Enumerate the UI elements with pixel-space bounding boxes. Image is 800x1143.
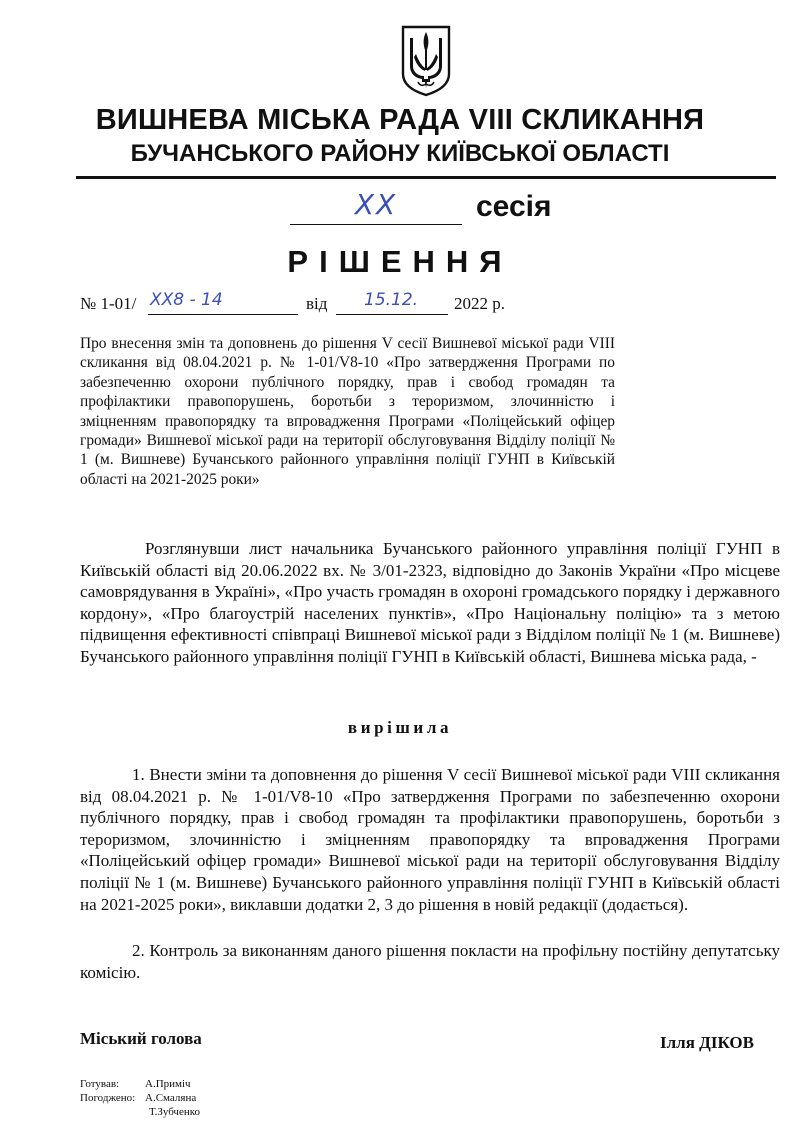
prepared-label: Готував: xyxy=(80,1078,120,1090)
resolved-heading: вирішила xyxy=(347,718,453,737)
prepared-by: А.Приміч xyxy=(145,1078,191,1090)
decision-number-line xyxy=(80,292,600,322)
decision-item-2: 2. Контроль за виконанням даного рішення покласти на профільну постійну депутатську комісію. xyxy=(80,941,780,982)
from-word: від xyxy=(306,294,328,313)
session-number-handwritten: XX xyxy=(354,188,398,221)
signature-name: Ілля ДІКОВ xyxy=(660,1033,754,1052)
council-title: ВИШНЕВА МІСЬКА РАДА VIII СКЛИКАННЯ xyxy=(95,104,705,136)
agreed-label: Погоджено: xyxy=(80,1092,136,1104)
agreed-by-2: Т.Зубченко xyxy=(149,1106,200,1118)
decision-number-handwritten: XX8 - 14 xyxy=(150,290,223,310)
header-divider xyxy=(76,176,776,179)
decision-date-handwritten: 15.12. xyxy=(364,290,419,310)
decision-subject: Про внесення змін та доповнень до рішення V сесії Вишневої міської ради VIII скликання від 08.04.2021 р. № 1-01/V8-10 «Про затвердження Програми по забезпеченню охорони публічного порядку, прав і свобод громадян та профілактики правопорушень, боротьби з тероризмом, злочинністю і зміцненням правопорядку та впровадження Програми «Поліцейський офіцер громади» Вишневої міської ради на території обслуговування Відділу поліції № 1 (м. Вишневе) Бучанського районного управління поліції ГУНП в Київській області на 2021-2025 роки» xyxy=(80,335,615,488)
session-line xyxy=(290,186,610,226)
preamble-paragraph: Розглянувши лист начальника Бучанського районного управління поліції ГУНП в Київській області від 20.06.2022 вх. № 3/01-2323, відповідно до Законів України «Про місцеве самоврядування в Україні», «Про участь громадян в охороні громадського порядку і державного кордону», «Про благоустрій населених пунктів», «Про Національну поліцію» та з метою підвищення ефективності співпраці Вишневої міської ради з Відділом поліції № 1 (м. Вишневе) Бучанського районного управління поліції ГУНП в Київській області, Вишнева міська рада, - xyxy=(80,539,780,666)
decision-year: 2022 р. xyxy=(454,294,505,313)
decision-item-1: 1. Внести зміни та доповнення до рішення V сесії Вишневої міської ради VIII скликання від 08.04.2021 р. № 1-01/V8-10 «Про затвердження Програми по забезпеченню охорони публічного порядку, прав і свобод громадян та профілактики правопорушень, боротьби з тероризмом, злочинністю і зміцненням правопорядку та впровадження Програми «Поліцейський офіцер громади» Вишневої міської ради на території обслуговування Відділу поліції № 1 (м. Вишневе) Бучанського районного управління поліції ГУНП в Київській області на 2021-2025 роки», виклавши додатки 2, 3 до рішення в новій редакції (додається). xyxy=(80,765,780,914)
decision-heading: РІШЕННЯ xyxy=(287,244,513,279)
coat-of-arms-icon xyxy=(400,24,452,98)
agreed-by-1: А.Смаляна xyxy=(145,1092,197,1104)
session-word: сесія xyxy=(476,190,552,223)
council-subtitle: БУЧАНСЬКОГО РАЙОНУ КИЇВСЬКОЇ ОБЛАСТІ xyxy=(130,140,670,167)
number-prefix: № 1-01/ xyxy=(80,294,137,313)
signature-title: Міський голова xyxy=(80,1029,202,1048)
